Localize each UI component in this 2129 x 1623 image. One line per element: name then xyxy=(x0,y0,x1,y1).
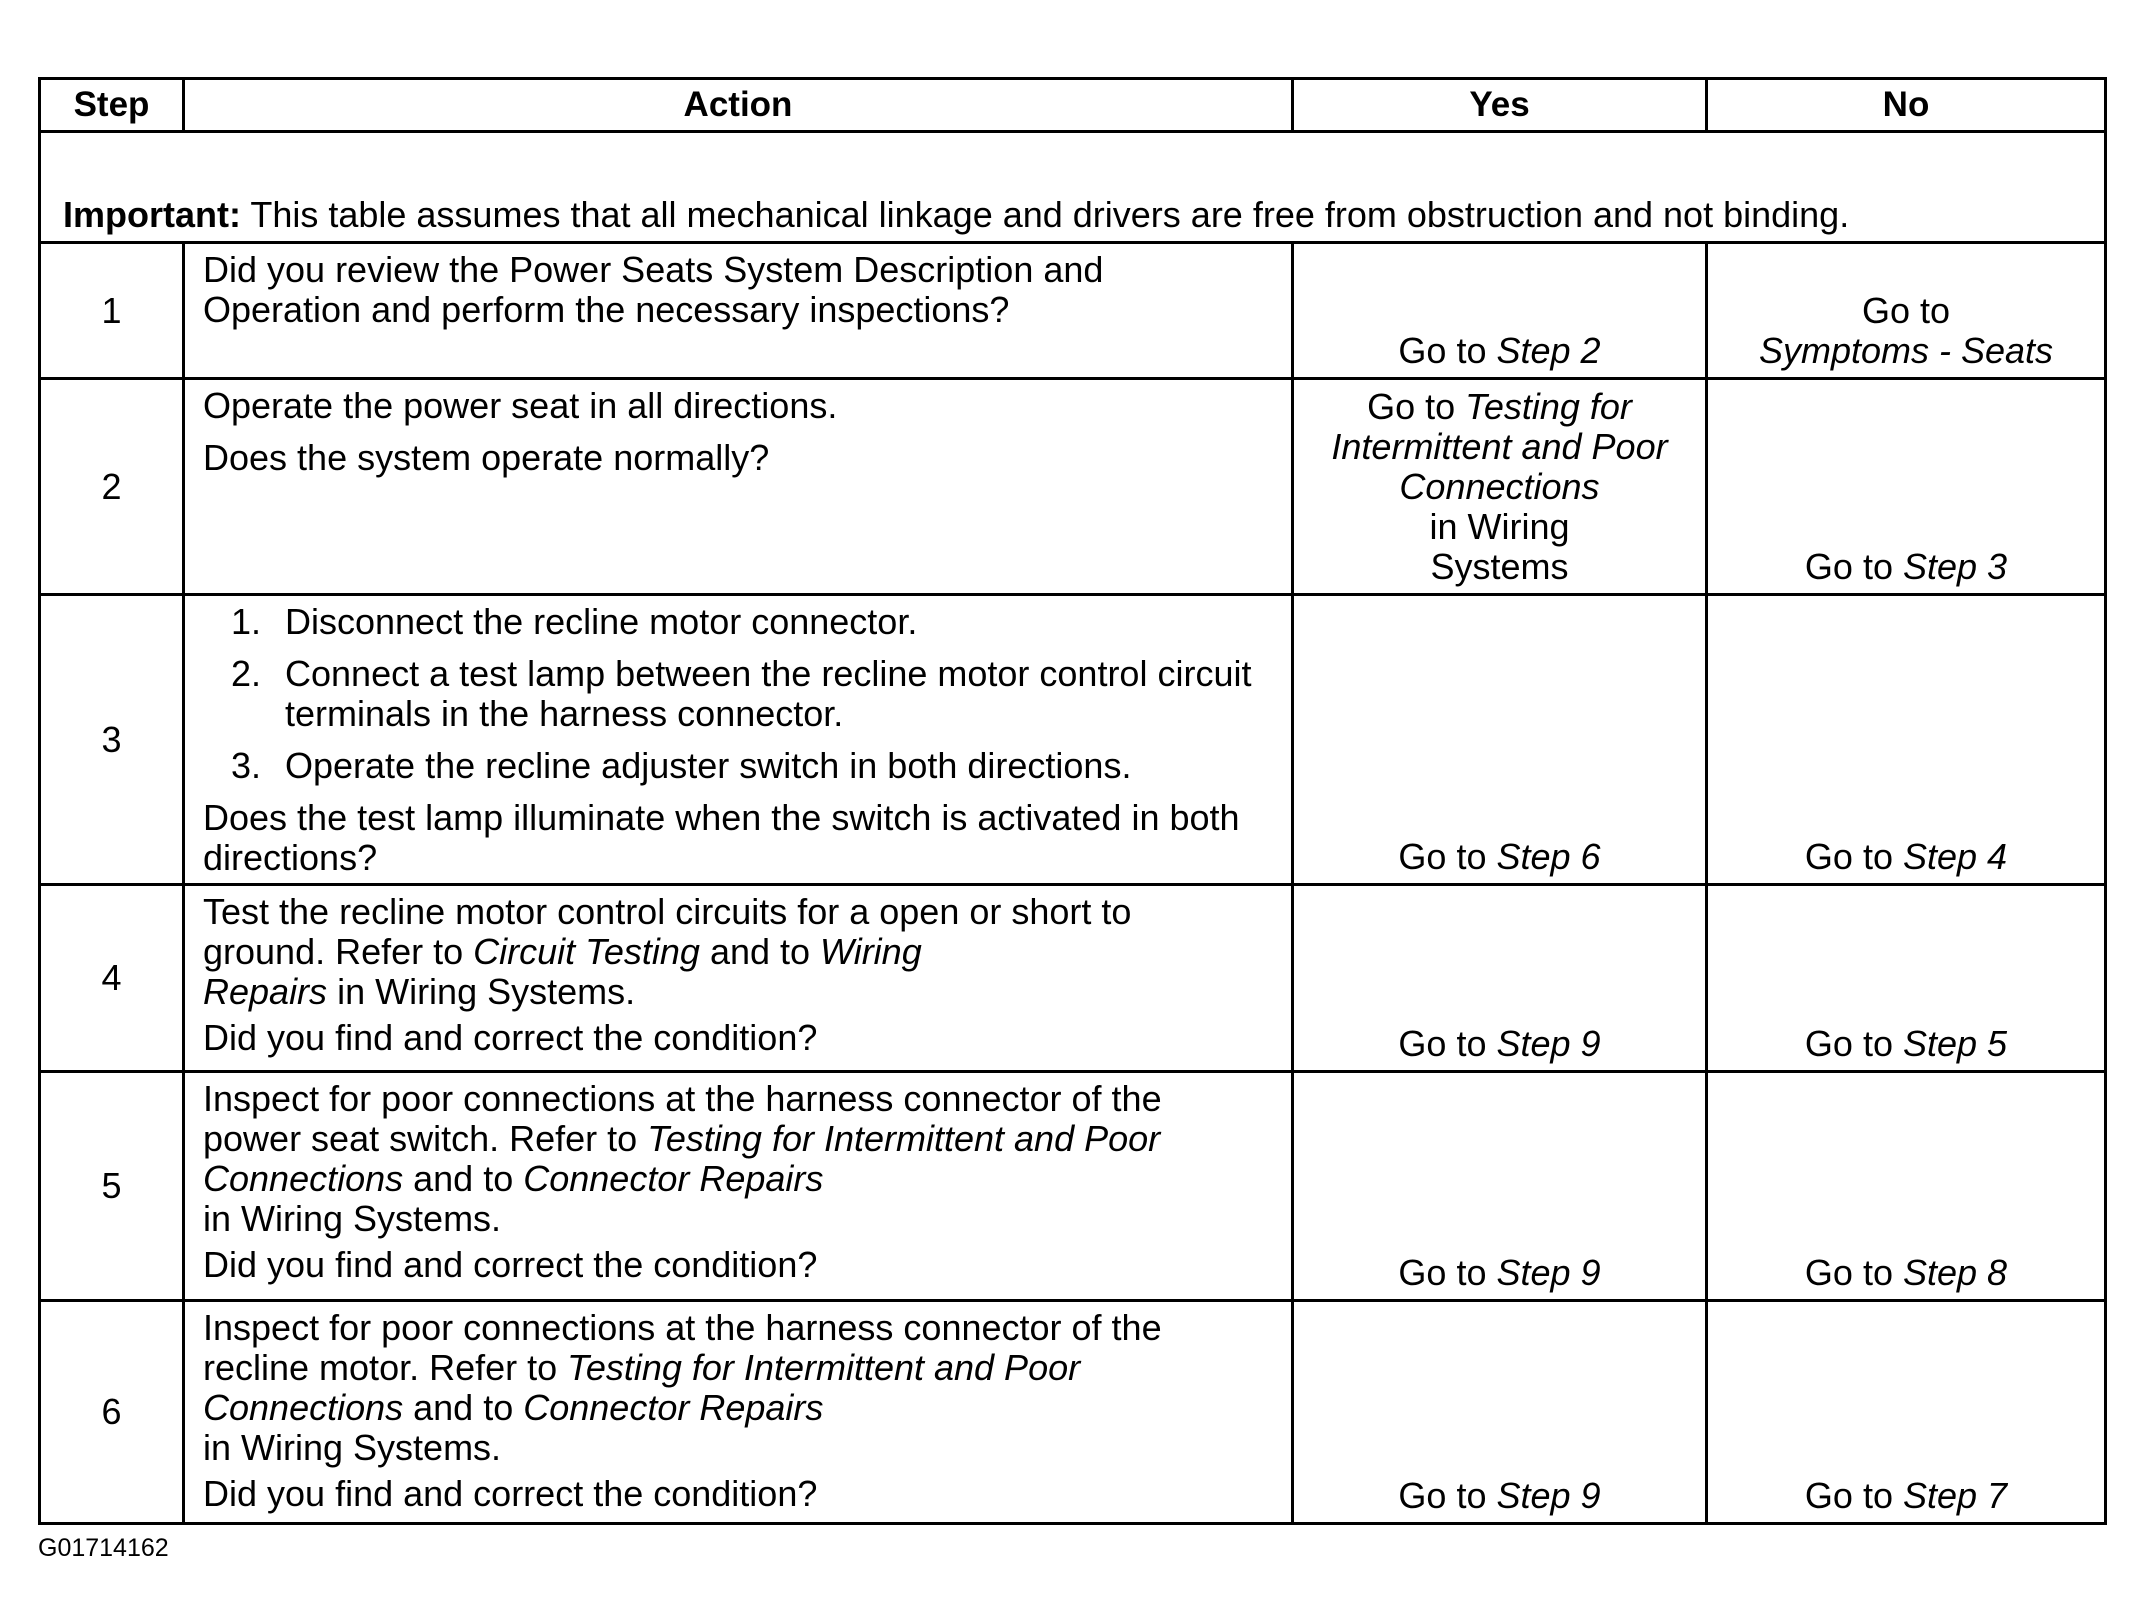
step-number: 1 xyxy=(40,243,184,379)
yes-cell xyxy=(1293,595,1707,885)
step-link[interactable]: Step 9 xyxy=(1496,1023,1601,1064)
yes-cell xyxy=(1293,1072,1707,1301)
figure-id: G01714162 xyxy=(38,1534,169,1562)
action-question: Did you find and correct the condition? xyxy=(203,1473,818,1514)
header-no: No xyxy=(1707,79,2106,132)
step-link[interactable]: Step 7 xyxy=(1902,1475,2008,1516)
testing-link[interactable]: Intermittent and Poor xyxy=(1331,426,1668,467)
list-item xyxy=(203,654,1277,734)
no-cell xyxy=(1707,243,2106,379)
list-item xyxy=(203,746,1277,786)
yes-cell xyxy=(1293,243,1707,379)
go-to-text: Go to xyxy=(1804,836,1903,877)
testing-link[interactable]: Testing for Intermittent and Poor xyxy=(567,1347,1081,1388)
no-cell xyxy=(1707,1301,2106,1524)
action-text: Operation and perform the necessary inspections? xyxy=(203,289,1010,330)
step-link[interactable]: Step 8 xyxy=(1902,1252,2008,1293)
connector-repairs-link[interactable]: Connector Repairs xyxy=(523,1387,824,1428)
list-text: Operate the recline adjuster switch in both directions. xyxy=(285,745,1132,786)
step-link[interactable]: Step 2 xyxy=(1496,330,1601,371)
action-text: in Wiring Systems. xyxy=(203,1427,502,1468)
action-cell xyxy=(184,379,1293,595)
yes-cell xyxy=(1293,885,1707,1072)
step-number: 6 xyxy=(40,1301,184,1524)
go-to-text: Go to xyxy=(1861,290,1951,331)
action-text: Did you review the Power Seats System Description and xyxy=(203,249,1104,290)
step-number: 3 xyxy=(40,595,184,885)
action-text: in Wiring Systems. xyxy=(203,1198,502,1239)
no-cell xyxy=(1707,595,2106,885)
action-cell xyxy=(184,595,1293,885)
action-text: ground. Refer to xyxy=(203,931,474,972)
action-text: recline motor. Refer to xyxy=(203,1347,568,1388)
important-text: This table assumes that all mechanical linkage and drivers are free from obstruction and not binding. xyxy=(240,194,1850,235)
go-to-text: Go to xyxy=(1398,1252,1497,1293)
list-number: 2. xyxy=(231,653,262,694)
step-number: 5 xyxy=(40,1072,184,1301)
go-to-text: Go to xyxy=(1398,836,1497,877)
yes-cell xyxy=(1293,379,1707,595)
diagnostic-table xyxy=(38,77,2107,1525)
action-text: Inspect for poor connections at the harness connector of the xyxy=(203,1078,1162,1119)
header-step: Step xyxy=(40,79,184,132)
reference-text: in Wiring xyxy=(1429,506,1570,547)
table-header-row xyxy=(40,79,2106,132)
step-link[interactable]: Step 9 xyxy=(1496,1475,1601,1516)
testing-link[interactable]: Connections xyxy=(1399,466,1600,507)
action-question: Does the system operate normally? xyxy=(203,437,770,478)
action-text: and to xyxy=(699,931,821,972)
symptoms-link[interactable]: Symptoms - Seats xyxy=(1758,330,2054,371)
table-row xyxy=(40,243,2106,379)
list-number: 1. xyxy=(231,601,262,642)
step-link[interactable]: Step 3 xyxy=(1902,546,2008,587)
step-link[interactable]: Step 5 xyxy=(1902,1023,2008,1064)
action-text: Operate the power seat in all directions. xyxy=(203,385,838,426)
step-link[interactable]: Step 6 xyxy=(1496,836,1601,877)
list-item xyxy=(203,602,1277,642)
table-row xyxy=(40,379,2106,595)
step-number: 4 xyxy=(40,885,184,1072)
wiring-repairs-link[interactable]: Wiring xyxy=(820,931,922,972)
action-cell xyxy=(184,1301,1293,1524)
go-to-text: Go to xyxy=(1398,1475,1497,1516)
go-to-text: Go to xyxy=(1804,1023,1903,1064)
no-cell xyxy=(1707,885,2106,1072)
action-text: and to xyxy=(403,1158,524,1199)
action-text: Test the recline motor control circuits for a open or short to xyxy=(203,891,1132,932)
list-text: Disconnect the recline motor connector. xyxy=(285,601,918,642)
action-question: Does the test lamp illuminate when the switch is activated in both xyxy=(203,797,1240,838)
wiring-repairs-link[interactable]: Repairs xyxy=(203,971,328,1012)
no-cell xyxy=(1707,1072,2106,1301)
step-link[interactable]: Step 4 xyxy=(1902,836,2008,877)
yes-cell xyxy=(1293,1301,1707,1524)
important-note xyxy=(40,132,2106,243)
action-cell xyxy=(184,1072,1293,1301)
action-question: Did you find and correct the condition? xyxy=(203,1017,818,1058)
header-yes: Yes xyxy=(1293,79,1707,132)
header-action: Action xyxy=(184,79,1293,132)
no-cell xyxy=(1707,379,2106,595)
reference-text: Systems xyxy=(1430,546,1569,587)
table-row xyxy=(40,1301,2106,1524)
connector-repairs-link[interactable]: Connector Repairs xyxy=(523,1158,824,1199)
go-to-text: Go to xyxy=(1804,546,1903,587)
go-to-text: Go to xyxy=(1398,330,1497,371)
important-note-row xyxy=(40,132,2106,243)
step-link[interactable]: Step 9 xyxy=(1496,1252,1601,1293)
list-number: 3. xyxy=(231,745,262,786)
testing-link[interactable]: Connections xyxy=(203,1387,404,1428)
procedure-list xyxy=(203,602,1277,786)
table-row xyxy=(40,595,2106,885)
action-text: and to xyxy=(403,1387,524,1428)
action-text: in Wiring Systems. xyxy=(327,971,636,1012)
go-to-text: Go to xyxy=(1804,1252,1903,1293)
step-number: 2 xyxy=(40,379,184,595)
action-question: directions? xyxy=(203,837,378,878)
go-to-text: Go to xyxy=(1367,386,1466,427)
action-question: Did you find and correct the condition? xyxy=(203,1244,818,1285)
action-cell xyxy=(184,885,1293,1072)
go-to-text: Go to xyxy=(1804,1475,1903,1516)
list-text: Connect a test lamp between the recline motor control circuit xyxy=(285,653,1252,694)
testing-link[interactable]: Connections xyxy=(203,1158,404,1199)
list-text: terminals in the harness connector. xyxy=(285,693,844,734)
go-to-text: Go to xyxy=(1398,1023,1497,1064)
important-label: Important: xyxy=(63,194,241,235)
action-text: Inspect for poor connections at the harness connector of the xyxy=(203,1307,1162,1348)
action-cell xyxy=(184,243,1293,379)
testing-link[interactable]: Testing for Intermittent and Poor xyxy=(647,1118,1161,1159)
table-row xyxy=(40,885,2106,1072)
action-text: power seat switch. Refer to xyxy=(203,1118,648,1159)
circuit-testing-link[interactable]: Circuit Testing xyxy=(473,931,700,972)
table-row xyxy=(40,1072,2106,1301)
testing-link[interactable]: Testing for xyxy=(1465,386,1632,427)
